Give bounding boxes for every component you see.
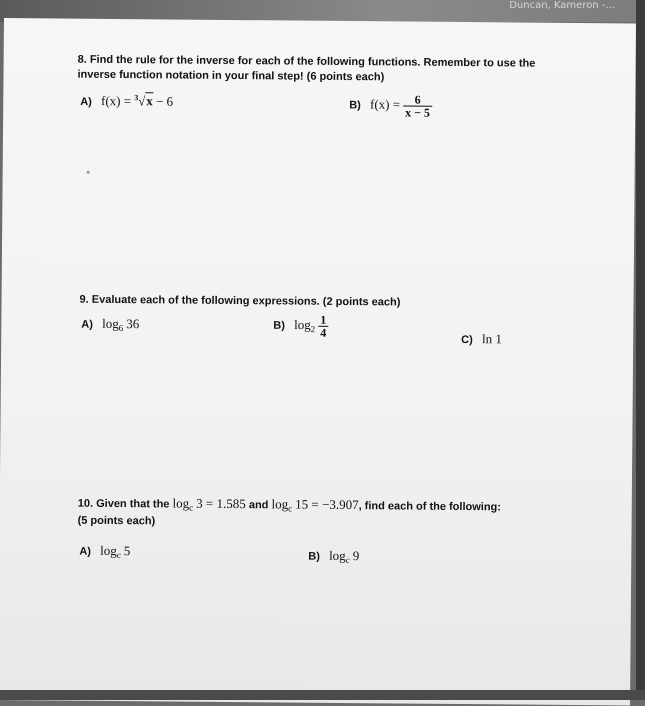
q8-prompt-line2: inverse function notation in your final step! (6 points each) (77, 68, 385, 84)
q10-points: (5 points each) (77, 514, 156, 528)
q8-b-numerator: 6 (403, 93, 432, 106)
q9-a (81, 316, 139, 334)
q10-a (79, 543, 130, 560)
q9-b-fraction (318, 314, 328, 339)
q10-expr2-rest: 15 = −3.907 (295, 496, 359, 513)
background-right-edge (636, 0, 645, 700)
q9-b-label: B) (273, 319, 285, 332)
q10-b (308, 548, 359, 565)
q10-and: and (248, 499, 269, 512)
q9-b-numerator: 1 (320, 312, 327, 327)
q10-b-log: log (329, 547, 346, 564)
q9-b-base: 2 (310, 324, 316, 335)
q8-b-denominator: x − 5 (405, 105, 431, 120)
q9-b-denominator: 4 (320, 325, 327, 340)
q8-b-label: B) (349, 99, 361, 112)
q10-a-base: c (116, 550, 121, 561)
q8-a-func: f(x) = (100, 93, 132, 109)
q10-a-label: A) (79, 545, 92, 558)
q8-b-fraction (403, 93, 432, 118)
q8-a-label: A) (80, 95, 92, 109)
q9-prompt: 9. Evaluate each of the following expressions. (2 points each) (79, 293, 401, 309)
q10-prompt-pre: 10. Given that the (77, 497, 170, 511)
q10-expr1-rest: 3 = 1.585 (196, 495, 246, 512)
q9-b-log: log (294, 316, 311, 333)
worksheet-paper (0, 18, 636, 705)
q9-c-expr: ln 1 (481, 331, 502, 347)
q10-expr2-base: c (288, 503, 293, 514)
q8-a-radical: $^3$√x (134, 93, 153, 109)
q9-a-label: A) (81, 318, 93, 331)
q9-c (461, 331, 502, 347)
q10-a-arg: 5 (123, 543, 131, 559)
q8-a-radicand: x (146, 93, 153, 109)
q10-b-label: B) (308, 550, 320, 563)
q9-b (273, 313, 328, 338)
q10-b-base: c (345, 555, 350, 566)
q9-a-log: log (102, 315, 119, 332)
q10-prompt-post: , find each of the following: (358, 500, 502, 514)
q8-prompt-line1: 8. Find the rule for the inverse for each of the following functions. Remember to use the (77, 53, 536, 70)
q10-expr1-base: c (189, 502, 194, 513)
q9-a-base: 6 (118, 323, 124, 334)
background-bottom-edge (0, 690, 645, 700)
q8-a-radical-index: 3 (134, 93, 139, 103)
speck-mark (87, 171, 90, 174)
q8-a-tail: − 6 (155, 93, 174, 109)
q9-c-label: C) (461, 334, 473, 347)
q10-b-arg: 9 (352, 548, 360, 564)
top-name-text: Duncan, Kameron -... (509, 0, 615, 11)
q8-b (349, 93, 432, 119)
q8-prompt (77, 53, 597, 88)
q8-a (80, 93, 173, 110)
q10-expr2-log: log (271, 496, 289, 512)
q8-b-func: f(x) = (369, 96, 401, 112)
q10-a-log: log (100, 542, 117, 559)
q9-a-arg: 36 (126, 316, 140, 332)
q10-expr1-log: log (172, 495, 190, 511)
